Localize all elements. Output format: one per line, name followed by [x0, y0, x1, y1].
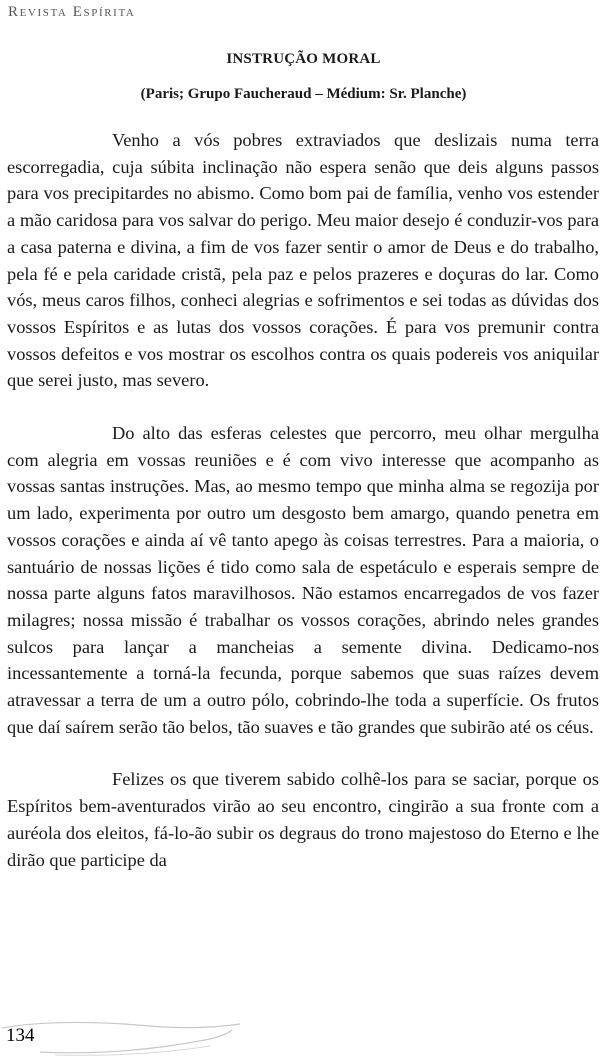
paragraph-1: Venho a vós pobres extraviados que deslizais numa terra escorregadia, cuja súbita inclinação não espera senão que deis alguns passos para vos precipitardes no abismo. Como bom pai de família, venho vos estender a mão caridosa para vos salvar do perigo. Meu maior desejo é conduzir-vos para a casa paterna e divina, a fim de vos fazer sentir o amor de Deus e do trabalho, pela fé e pela caridade cristã, pela paz e pelos prazeres e doçuras do lar. Como vós, meus caros filhos, conheci alegrias e sofrimentos e sei todas as dúvidas dos vossos Espíritos e as lutas dos vossos corações. É para vos premunir contra vossos defeitos e vos mostrar os escolhos contra os quais podereis vos aniquilar que serei justo, mas severo. — [7, 130, 599, 391]
running-header: Revista Espírita — [8, 4, 136, 20]
flourish-ornament — [0, 1016, 607, 1058]
article-body — [7, 127, 599, 873]
page-footer — [0, 1016, 607, 1058]
article-subtitle: (Paris; Grupo Faucheraud – Médium: Sr. Planche) — [140, 86, 467, 102]
paragraph-3: Felizes os que tiverem sabido colhê-los para se saciar, porque os Espíritos bem-aventurados virão ao seu encontro, cingirão a sua fronte com a auréola dos eleitos, fá-lo-ão subir os degraus do trono majestoso do Eterno e lhe dirão que participe da — [7, 769, 599, 870]
paragraph-2: Do alto das esferas celestes que percorro, meu olhar mergulha com alegria em vossas reuniões e é com vivo interesse que acompanho as vossas santas instruções. Mas, ao mesmo tempo que minha alma se regozija por um lado, experimenta por outro um desgosto bem amargo, quando penetra em vossos corações e ainda aí vê tanto apego às coisas terrestres. Para a maioria, o santuário de nossas lições é tido como sala de espetáculo e esperais sempre de nossa parte alguns fatos maravilhosos. Não estamos encarregados de vos fazer milagres; nossa missão é trabalhar os vossos corações, abrindo neles grandes sulcos para lançar a mancheias a semente divina. Dedicamo-nos incessantemente a torná-la fecunda, porque sabemos que suas raízes devem atravessar a terra de um a outro pólo, cobrindo-lhe toda a superfície. Os frutos que daí saírem serão tão belos, tão suaves e tão grandes que subirão até os céus. — [7, 423, 599, 737]
article-title: INSTRUÇÃO MORAL — [226, 51, 381, 67]
page-number: 134 — [6, 1025, 35, 1046]
